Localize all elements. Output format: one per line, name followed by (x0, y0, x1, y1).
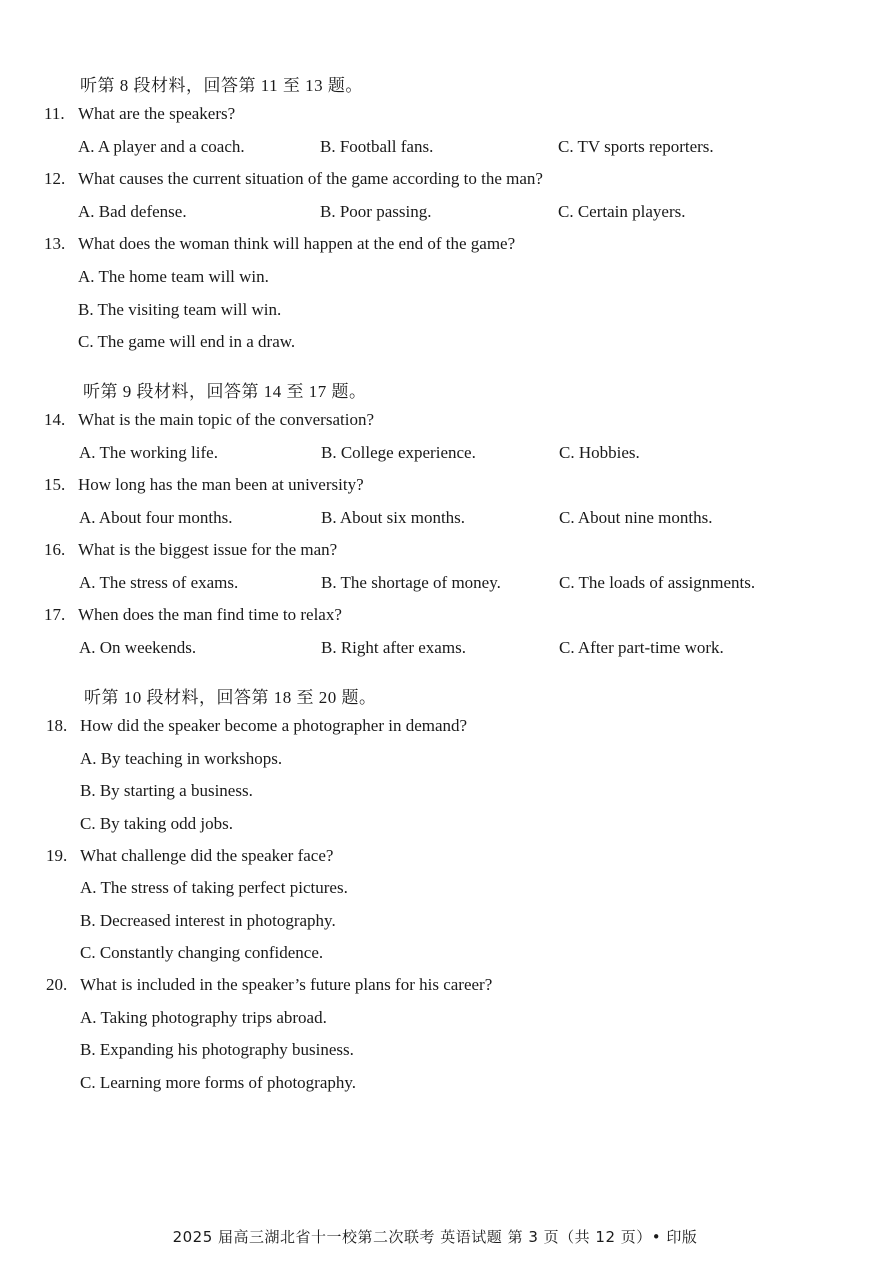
option-a: A. The working life. (79, 443, 218, 462)
option-b: B. About six months. (321, 508, 466, 527)
option-a: A. A player and a coach. (78, 137, 245, 156)
option-b: B. By starting a business. (80, 781, 253, 800)
option-c: C. The loads of assignments. (559, 573, 756, 592)
question-number: 20. (46, 975, 68, 994)
option-b: B. Football fans. (320, 137, 434, 156)
question-text: What challenge did the speaker face? (80, 846, 334, 865)
option-b: B. The visiting team will win. (78, 300, 282, 319)
question-14 (44, 410, 374, 430)
option-a: A. By teaching in workshops. (80, 749, 283, 768)
question-number: 19. (46, 846, 68, 865)
option-c: C. About nine months. (559, 508, 713, 527)
option-b: B. Expanding his photography business. (80, 1040, 354, 1059)
question-text: What does the woman think will happen at the end of the game? (78, 234, 516, 253)
option-b: B. Poor passing. (320, 202, 432, 221)
question-number: 12. (44, 169, 66, 188)
question-15 (44, 475, 364, 495)
question-text: What is the biggest issue for the man? (78, 540, 338, 559)
question-number: 14. (44, 410, 66, 429)
option-a: A. Taking photography trips abroad. (80, 1008, 327, 1027)
question-text: How long has the man been at university? (78, 475, 364, 494)
question-text: What causes the current situation of the game according to the man? (78, 169, 543, 188)
question-number: 17. (44, 605, 66, 624)
option-c: C. The game will end in a draw. (78, 332, 296, 351)
question-text: How did the speaker become a photographer in demand? (80, 716, 468, 735)
option-a: A. On weekends. (79, 638, 197, 657)
question-19 (46, 846, 333, 866)
question-18 (46, 716, 467, 736)
option-c: C. After part-time work. (559, 638, 724, 657)
option-c: C. Constantly changing confidence. (80, 943, 324, 962)
question-11 (44, 104, 235, 124)
question-text: What are the speakers? (78, 104, 236, 123)
option-a: A. About four months. (79, 508, 233, 527)
option-a: A. Bad defense. (78, 202, 187, 221)
question-13 (44, 234, 515, 254)
question-17 (44, 605, 342, 625)
question-text: What is the main topic of the conversation? (78, 410, 374, 429)
question-number: 18. (46, 716, 68, 735)
option-b: B. Right after exams. (321, 638, 466, 657)
question-12 (44, 169, 543, 189)
section-heading: 听第 9 段材料，回答第 14 至 17 题。 (83, 382, 367, 401)
question-number: 16. (44, 540, 66, 559)
option-a: A. The stress of exams. (79, 573, 239, 592)
option-a: A. The stress of taking perfect pictures. (80, 878, 348, 897)
question-text: When does the man find time to relax? (78, 605, 342, 624)
section-heading: 听第 8 段材料，回答第 11 至 13 题。 (80, 76, 363, 95)
option-b: B. The shortage of money. (321, 573, 501, 592)
question-number: 13. (44, 234, 66, 253)
option-c: C. Learning more forms of photography. (80, 1073, 357, 1092)
question-text: What is included in the speaker’s future plans for his career? (80, 975, 493, 994)
section-heading: 听第 10 段材料，回答第 18 至 20 题。 (84, 688, 377, 707)
question-number: 15. (44, 475, 66, 494)
option-c: C. Certain players. (558, 202, 686, 221)
option-c: C. By taking odd jobs. (80, 814, 234, 833)
question-number: 11. (44, 104, 65, 123)
option-b: B. College experience. (321, 443, 476, 462)
question-16 (44, 540, 337, 560)
option-c: C. TV sports reporters. (558, 137, 714, 156)
option-a: A. The home team will win. (78, 267, 269, 286)
page-footer: 2025 届高三湖北省十一校第二次联考 英语试题 第 3 页（共 12 页）• 印版 (172, 1228, 698, 1246)
option-b: B. Decreased interest in photography. (80, 911, 336, 930)
option-c: C. Hobbies. (559, 443, 640, 462)
question-20 (46, 975, 492, 995)
